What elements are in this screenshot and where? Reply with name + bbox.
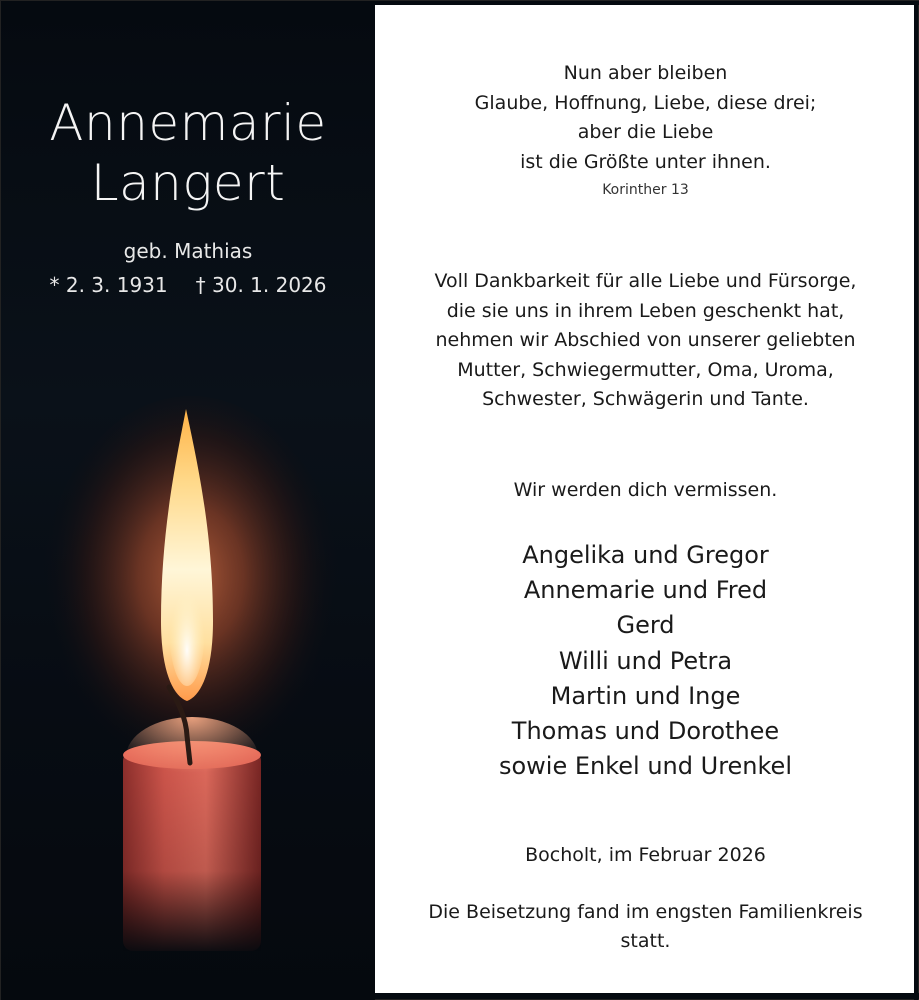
mourner: sowie Enkel und Urenkel bbox=[498, 752, 792, 781]
candle-image bbox=[1, 371, 375, 1000]
maiden-name: geb. Mathias bbox=[123, 239, 253, 263]
mourner: Martin und Inge bbox=[550, 681, 741, 710]
miss-text: Wir werden dich vermissen. bbox=[513, 479, 778, 501]
burial-line: Die Beisetzung fand im engsten Familienkreis bbox=[428, 901, 863, 923]
thanks-line: Schwester, Schwägerin und Tante. bbox=[482, 388, 809, 410]
verse-line: Nun aber bleiben bbox=[563, 62, 728, 84]
death-date: † 30. 1. 2026 bbox=[195, 273, 327, 297]
birth-date: * 2. 3. 1931 bbox=[49, 273, 168, 297]
life-dates bbox=[1, 273, 375, 297]
mourner: Annemarie und Fred bbox=[523, 576, 768, 605]
thanks-line: Mutter, Schwiegermutter, Oma, Uroma, bbox=[457, 358, 834, 381]
mourner: Thomas und Dorothee bbox=[511, 717, 780, 746]
first-name: Annemarie bbox=[49, 94, 327, 152]
thanks-line: die sie uns in ihrem Leben geschenkt hat, bbox=[446, 299, 845, 322]
verse-line: aber die Liebe bbox=[577, 121, 714, 143]
verse-line: Glaube, Hoffnung, Liebe, diese drei; bbox=[474, 91, 817, 114]
thanks-text bbox=[375, 267, 916, 415]
mourner: Gerd bbox=[616, 611, 675, 640]
mourners-list bbox=[375, 538, 916, 784]
place-date: Bocholt, im Februar 2026 bbox=[525, 844, 766, 866]
last-name: Langert bbox=[90, 154, 286, 212]
mourner: Willi und Petra bbox=[558, 646, 733, 675]
deceased-name bbox=[1, 93, 375, 213]
dark-photo-panel bbox=[1, 1, 375, 1000]
mourner: Angelika und Gregor bbox=[522, 541, 769, 569]
thanks-line: nehmen wir Abschied von unserer geliebten bbox=[435, 329, 856, 351]
verse-line: ist die Größte unter ihnen. bbox=[520, 150, 771, 173]
burial-notice bbox=[375, 898, 916, 956]
bible-verse bbox=[375, 59, 916, 177]
thanks-line: Voll Dankbarkeit für alle Liebe und Fürsorge, bbox=[434, 270, 857, 292]
text-panel bbox=[375, 1, 916, 1000]
burial-line: statt. bbox=[620, 930, 671, 952]
verse-reference: Korinther 13 bbox=[602, 182, 689, 198]
